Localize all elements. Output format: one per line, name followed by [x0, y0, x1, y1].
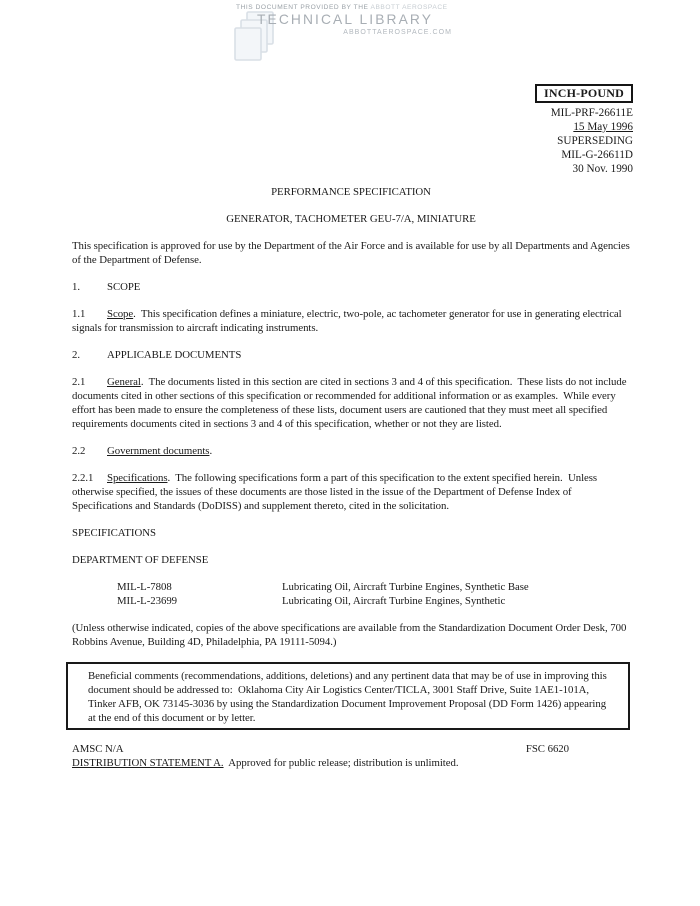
- section-1-heading: [72, 280, 630, 294]
- para-2-2-1: [72, 471, 630, 513]
- para-lead: Scope: [107, 308, 134, 320]
- distribution-statement: [72, 756, 630, 770]
- para-text: . The following specifications form a part of this specification to the extent specified herein. Unless otherwise specified, the issues of these documents are those listed in the issue of the Department of Defense Index of Specifications and Standards (DoDISS) and supplement thereto, cited in the solicitation.: [72, 472, 600, 512]
- footer-identifier-row: [72, 742, 630, 756]
- distribution-statement-lead: DISTRIBUTION STATEMENT A.: [72, 757, 224, 769]
- para-1-1: [72, 307, 630, 335]
- para-text: . This specification defines a miniature, electric, two-pole, ac tachometer generator for use in generating electrical signals for transmission to aircraft indicating instruments.: [72, 308, 625, 334]
- spec-entry-row: [117, 594, 630, 608]
- approval-paragraph: This specification is approved for use by the Department of the Air Force and is available for use by all Departments and Agencies of the Department of Defense.: [72, 240, 633, 266]
- spec-entry-id: MIL-L-23699: [117, 595, 178, 607]
- doc-type-title: PERFORMANCE SPECIFICATION: [271, 186, 431, 198]
- provided-by-brand: ABBOTT AEROSPACE: [370, 4, 448, 11]
- spec-entry-title: Lubricating Oil, Aircraft Turbine Engines, Synthetic Base: [282, 581, 529, 593]
- specifications-group-heading: SPECIFICATIONS: [72, 527, 156, 539]
- superseded-number: MIL-G-26611D: [561, 149, 633, 161]
- beneficial-comments-text: Beneficial comments (recommendations, additions, deletions) and any pertinent data that may be of use in improving this document should be addressed to: Oklahoma City Air Logistics Center/TICLA, 3001 Staff Drive, Suite 1AE1-101A, Tinker AFB, OK 73145-3036 by using the Standardization Document Improvement Proposal (DD Form 1426) appearing at the end of this document or by letter.: [88, 670, 610, 724]
- spec-entry-title: Lubricating Oil, Aircraft Turbine Engines, Synthetic: [282, 595, 506, 607]
- para-2-1: [72, 375, 630, 431]
- para-number: 1.1: [72, 308, 86, 320]
- fsc-number: FSC 6620: [525, 743, 569, 755]
- para-number: 2.2.1: [72, 472, 94, 484]
- spec-date: 15 May 1996: [573, 121, 633, 133]
- para-2-2: [72, 444, 630, 458]
- para-number: 2.2: [72, 445, 86, 457]
- para-text: . The documents listed in this section are cited in sections 3 and 4 of this specification. These lists do not include documents cited in other sections of this specification or recommended for additional information or as examples. While every effort has been made to ensure the completeness of these lists, document users are cautioned that they must meet all specified requirements documents cited in sections 3 and 4 of this specification, whether or not they are listed.: [72, 376, 630, 430]
- para-lead: Government documents: [107, 445, 210, 457]
- specifications-list: [117, 580, 630, 608]
- spec-entry-id: MIL-L-7808: [117, 581, 172, 593]
- spec-number: MIL-PRF-26611E: [550, 107, 633, 119]
- library-header-text: [236, 4, 460, 36]
- superseded-date: 30 Nov. 1990: [572, 163, 633, 175]
- library-watermark-header: [236, 4, 460, 36]
- para-lead: General: [107, 376, 141, 388]
- inch-pound-designator: INCH-POUND: [535, 84, 633, 103]
- doc-title: GENERATOR, TACHOMETER GEU-7/A, MINIATURE: [226, 213, 476, 225]
- spec-id-block: [535, 84, 633, 176]
- library-title: TECHNICAL LIBRARY: [257, 12, 434, 27]
- para-lead: Specifications: [107, 472, 168, 484]
- distribution-statement-text: Approved for public release; distribution is unlimited.: [223, 757, 459, 769]
- document-body: [72, 185, 633, 783]
- section-number: 2.: [72, 349, 80, 361]
- para-number: 2.1: [72, 376, 86, 388]
- provided-by-line: [236, 4, 460, 11]
- provided-by-prefix: THIS DOCUMENT PROVIDED BY THE: [236, 4, 369, 11]
- availability-note: (Unless otherwise indicated, copies of the above specifications are available from the Standardization Document Order Desk, 700 Robbins Avenue, Building 4D, Philadelphia, PA 19111-5094.): [72, 622, 629, 648]
- para-text: .: [209, 445, 213, 457]
- library-website: ABBOTTAEROSPACE.COM: [343, 29, 452, 36]
- amsc-number: AMSC N/A: [72, 743, 124, 755]
- section-number: 1.: [72, 281, 80, 293]
- superseding-label: SUPERSEDING: [557, 135, 633, 147]
- spec-entry-row: [117, 580, 630, 594]
- agency-heading: DEPARTMENT OF DEFENSE: [72, 554, 209, 566]
- section-title: APPLICABLE DOCUMENTS: [107, 349, 242, 361]
- section-title: SCOPE: [107, 281, 141, 293]
- beneficial-comments-box: [66, 662, 630, 730]
- section-2-heading: [72, 348, 630, 362]
